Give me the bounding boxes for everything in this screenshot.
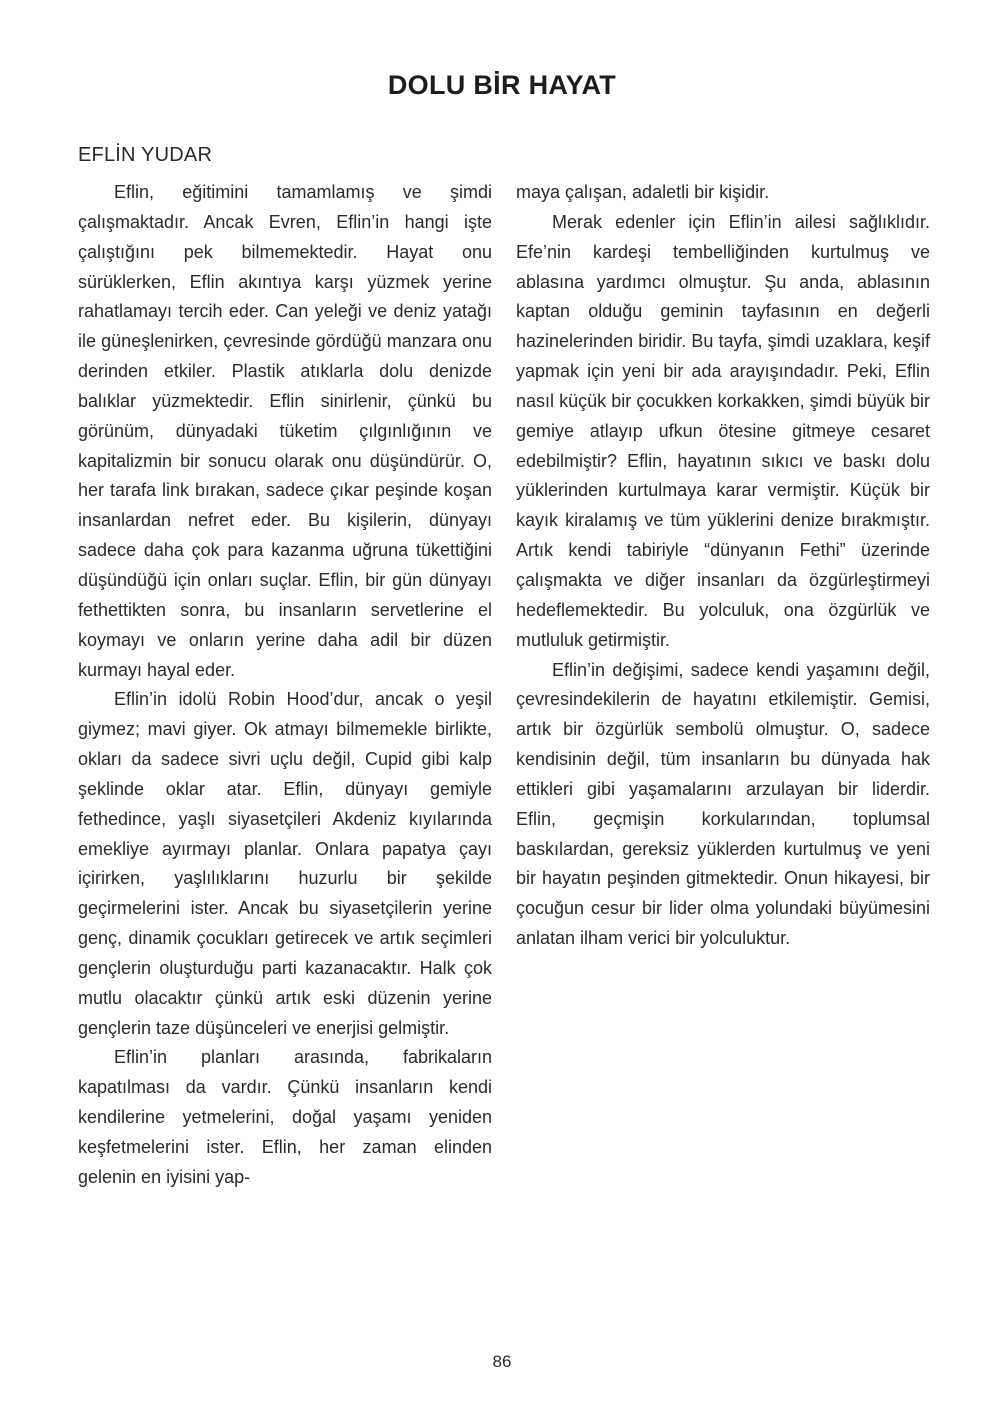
paragraph-5: Eflin’in değişimi, sadece kendi yaşamını değil, çevresindekilerin de hayatını etkilemiştir. Gemisi, artık bir özgürlük sembolü olmuştur. O, sadece kendisinin değil, tüm insanların bu dünyada hak ettikleri gibi yaşamalarını arzulayan bir liderdir. Eflin, geçmişin korkularından, toplumsal baskılardan, gereksiz yüklerden kurtulmuş ve yeni bir hayatın peşinden gitmektedir. Onun hikayesi, bir çocuğun cesur bir lider olma yolundaki büyümesini anlatan ilham verici bir yolculuktur. bbox=[516, 659, 930, 949]
paragraph-4: Merak edenler için Eflin’in ailesi sağlıklıdır. Efe’nin kardeşi tembelliğinden kurtulmuş ve ablasına yardımcı olmuştur. Şu anda, ablasının kaptan olduğu geminin tayfasının en değerli hazinelerinden biridir. Bu tayfa, şimdi uzaklara, keşif yapmak için yeni bir ada arayışındadır. Peki, Eflin nasıl küçük bir çocukken korkakken, şimdi büyük bir gemiye atlayıp ufkun ötesine gitmeye cesaret edebilmiştir? Eflin, hayatının sıkıcı ve baskı dolu yüklerinden kurtulmaya karar vermiştir. Küçük bir kayık kiralamış ve tüm yüklerini denize bırakmıştır. Artık kendi tabiriyle “dünyanın Fethi” üzerinde çalışmakta ve diğer insanları da özgürleştirmeyi hedeflemektedir. Bu yolculuk, ona özgürlük ve mutluluk getirmiştir. bbox=[516, 211, 930, 650]
page-title: DOLU BİR HAYAT bbox=[387, 70, 617, 100]
page-number: 86 bbox=[492, 1352, 512, 1371]
author-name: EFLİN YUDAR bbox=[78, 144, 213, 166]
article-body bbox=[78, 178, 930, 1193]
paragraph-2: Eflin’in idolü Robin Hood’dur, ancak o yeşil giymez; mavi giyer. Ok atmayı bilmemekle birlikte, okları da sadece sivri uçlu değil, Cupid gibi kalp şeklinde oklar atar. Eflin, dünyayı gemiyle fethedince, yaşlı siyasetçileri Akdeniz kıyılarında emekliye ayırmayı planlar. Onlara papatya çayı içirirken, yaşlılıklarını huzurlu bir şekilde geçirmelerini ister. Ancak bu siyasetçilerin yerine genç, dinamik çocukları getirecek ve artık seçimleri gençlerin oluşturduğu parti kazanacaktır. Halk çok mutlu olacaktır çünkü artık eski düzenin yerine gençlerin taze düşünceleri ve enerjisi gelmiştir. bbox=[78, 689, 492, 1038]
paragraph-3: Eflin’in planları arasında, fabrikaların kapatılması da vardır. Çünkü insanların kendi kendilerine yetmelerini, doğal yaşamı yeniden keşfetmelerini ister. Eflin, her zaman elinden gelenin en iyisini yap- bbox=[78, 1047, 492, 1187]
right-column bbox=[516, 178, 930, 1193]
paragraph-3-continuation: maya çalışan, adaletli bir kişidir. bbox=[516, 182, 770, 202]
paragraph-1: Eflin, eğitimini tamamlamış ve şimdi çalışmaktadır. Ancak Evren, Eflin’in hangi işte çalıştığını pek bilmemektedir. Hayat onu sürüklerken, Eflin akıntıya karşı yüzmek yerine rahatlamayı tercih eder. Can yeleği ve deniz yatağı ile güneşlenirken, çevresinde gördüğü manzara onu derinden etkiler. Plastik atıklarla dolu denizde balıklar yüzmektedir. Eflin sinirlenir, çünkü bu görünüm, dünyadaki tüketim çılgınlığının ve kapitalizmin bir sonucu olarak onu düşündürür. O, her tarafa link bırakan, sadece çıkar peşinde koşan insanlardan nefret eder. Bu kişilerin, dünyayı sadece daha çok para kazanma uğruna tükettiğini düşündüğü için onları suçlar. Eflin, bir gün dünyayı fethettikten sonra, bu insanların servetlerine el koymayı ve onların yerine daha adil bir düzen kurmayı hayal eder. bbox=[78, 182, 492, 680]
left-column bbox=[78, 178, 492, 1193]
